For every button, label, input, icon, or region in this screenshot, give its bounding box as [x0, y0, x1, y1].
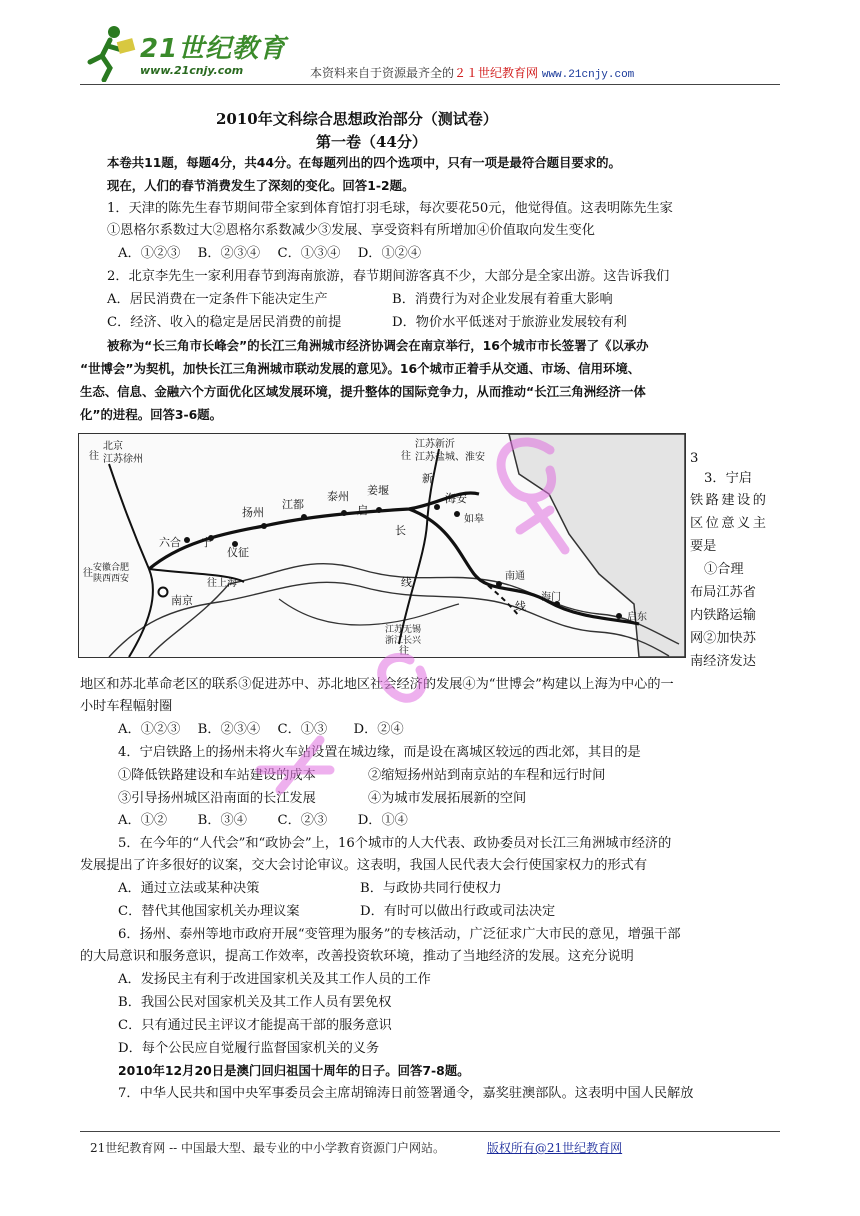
label-nantong: 南通	[505, 571, 525, 582]
q4-stem: 4．宁启铁路上的扬州未将火车站设置在城边缘，而是设在离城区较远的西北郊，其目的是	[118, 745, 641, 760]
page-header	[80, 22, 780, 88]
section-intro-2-line2: “世博会”为契机，加快长江三角洲城市联动发展的意见》。16个城市正着手从交通、市场、信用环境、	[80, 361, 641, 376]
footer-divider	[80, 1131, 780, 1132]
header-note-url[interactable]: www.21cnjy.com	[541, 69, 635, 81]
label-taizhou: 泰州	[327, 491, 349, 503]
label-xinyi: 江苏新沂	[415, 439, 455, 450]
section-intro-2-line4: 化”的进程。回答3-6题。	[80, 407, 223, 422]
q3-side-line-8: 内铁路运输	[690, 608, 756, 623]
q6-option-d: D．每个公民应自觉履行监督国家机关的义务	[118, 1041, 380, 1056]
label-wang-2: 往	[401, 451, 411, 462]
q3-side-line-5: 要是	[690, 539, 717, 554]
label-jiangdu: 江都	[282, 499, 304, 511]
label-wang-1: 往	[89, 451, 99, 462]
city-rugao	[454, 511, 460, 517]
q4-item-3: ③引导扬州城区沿南面的长江发展	[118, 791, 316, 806]
label-xian: 线	[401, 577, 412, 589]
header-note	[310, 64, 634, 81]
label-jiangyan: 姜堰	[367, 485, 389, 497]
q6-option-b: B．我国公民对国家机关及其工作人员有罢免权	[118, 995, 392, 1010]
label-ning: 宁	[201, 537, 212, 549]
inland-waterway	[279, 599, 459, 625]
q2-option-a: A．居民消费在一定条件下能决定生产	[107, 292, 328, 307]
exam-subtitle: 第一卷（44分）	[316, 133, 427, 151]
section-intro-2-line3: 生态、信息、金融六个方面优化区域发展环境，提升整体的国际竞争力，从而推动“长江三角洲经济一体	[80, 384, 646, 399]
q1-stem: 1．天津的陈先生春节期间带全家到体育馆打羽毛球，每次要花50元，他觉得值。这表明陈先生家	[107, 201, 673, 216]
label-haimen: 海门	[541, 592, 561, 603]
xinchang-railway	[399, 449, 439, 644]
q3-continued-line-1: 地区和苏北革命老区的联系③促进苏中、苏北地区社会经济的发展④为“世博会”构建以上海为中心的一	[80, 677, 674, 692]
q7-stem-line-1: 7．中华人民共和国中央军事委员会主席胡锦涛日前签署通令，嘉奖驻澳部队。这表明中国人民解放	[118, 1086, 694, 1101]
q3-side-line-2: 3．宁启	[704, 471, 752, 486]
exam-title: 2010年文科综合思想政治部分（测试卷）	[216, 110, 498, 128]
q4-item-4: ④为城市发展拓展新的空间	[368, 791, 527, 806]
q5-option-d: D．有时可以做出行政或司法决定	[360, 904, 556, 919]
city-yangzhou	[261, 523, 267, 529]
label-changxing: 浙江长兴	[385, 635, 422, 645]
section-intro-1: 现在，人们的春节消费发生了深刻的变化。回答1-2题。	[107, 178, 415, 193]
q1-options: A．①②③ B．②③④ C．①③④ D．①②④	[118, 246, 422, 261]
city-jiangyan	[376, 507, 382, 513]
label-beijing: 北京	[103, 441, 123, 452]
label-shanghai: 往上海	[207, 578, 237, 589]
q5-option-c: C．替代其他国家机关办理议案	[118, 904, 300, 919]
q3-side-line-4: 区位意义主	[690, 516, 769, 531]
footer-text: 21世纪教育网 -- 中国最大型、最专业的中小学教育资源门户网站。	[90, 1141, 446, 1155]
q6-stem-line-1: 6．扬州、泰州等地市政府开展“变管理为服务”的专核活动，广泛征求广大市民的意见，增强干部	[118, 927, 681, 942]
city-qidong	[616, 613, 622, 619]
label-yancheng: 江苏盐城、淮安	[415, 452, 485, 463]
city-jiangdu	[301, 514, 307, 520]
railway-map	[78, 433, 686, 658]
q3-continued-line-2: 小时车程幅射圈	[80, 699, 173, 714]
q4-item-1: ①降低铁路建设和车站建设的成本	[118, 768, 316, 783]
city-liuhe	[184, 537, 190, 543]
header-divider	[80, 84, 780, 85]
q5-option-b: B．与政协共同行使权力	[360, 881, 502, 896]
q2-option-d: D．物价水平低迷对于旅游业发展较有利	[392, 315, 627, 330]
header-note-prefix: 本资料来自于资源最齐全的	[310, 66, 455, 80]
q5-stem-line-1: 5．在今年的“人代会”和“政协会”上，16个城市的人大代表、政协委员对长江三角洲城市经济的	[118, 836, 672, 851]
q6-option-a: A．发扬民主有利于改进国家机关及其工作人员的工作	[118, 972, 431, 987]
city-haian	[434, 504, 440, 510]
q4-options: A．①② B．③④ C．②③ D．①④	[118, 813, 408, 828]
q4-item-2: ②缩短扬州站到南京站的车程和远行时间	[368, 768, 606, 783]
q3-side-line-1: 3	[690, 451, 699, 466]
q5-stem-line-2: 发展提出了许多很好的议案，交大会讨论审议。这表明，我国人民代表大会行使国家权力的形式有	[80, 858, 648, 873]
label-yizheng: 仪征	[227, 547, 249, 559]
label-rugao: 如皋	[464, 514, 484, 525]
label-wang-4: 往	[399, 646, 409, 657]
q5-option-a: A．通过立法或某种决策	[118, 881, 260, 896]
railway-map-svg	[79, 434, 685, 657]
q2-option-c: C．经济、收入的稳定是居民消费的前提	[107, 315, 342, 330]
jinghu-railway	[109, 464, 153, 657]
label-qidong: 启东	[627, 612, 647, 623]
q6-option-c: C．只有通过民主评议才能提高干部的服务意识	[118, 1018, 392, 1033]
q3-options: A．①②③ B．②③④ C．①③ D．②④	[118, 722, 404, 737]
q3-side-line-6: ①合理	[704, 562, 744, 577]
logo-url: www.21cnjy.com	[140, 64, 244, 77]
q2-stem: 2．北京李先生一家利用春节到海南旅游，春节期间游客真不少，大部分是全家出游。这告诉我们	[107, 269, 670, 284]
label-wuxi: 江苏无锡	[385, 624, 422, 634]
q3-side-line-10: 南经济发达	[690, 654, 756, 669]
label-yangzhou: 扬州	[242, 507, 264, 519]
q2-option-b: B．消费行为对企业发展有着重大影响	[392, 292, 613, 307]
city-nanjing	[159, 588, 168, 597]
city-nantong	[496, 581, 502, 587]
label-anhui: 安徽合肥	[93, 562, 130, 572]
label-xin: 新	[422, 473, 433, 485]
q1-items: ①恩格尔系数过大②恩格尔系数减少③发展、享受资料有所增加④价值取向发生变化	[107, 223, 595, 238]
label-wang-3: 往	[83, 568, 93, 579]
city-taizhou	[341, 510, 347, 516]
label-haian: 海安	[445, 493, 467, 505]
label-xuzhou: 江苏徐州	[103, 454, 143, 465]
logo-text: 21世纪教育	[140, 34, 287, 64]
instructions: 本卷共11题，每题4分，共44分。在每题列出的四个选项中，只有一项是最符合题目要求的。	[107, 155, 621, 170]
label-chang: 长	[395, 525, 406, 537]
q3-side-line-7: 布局江苏省	[690, 585, 756, 600]
sea-area	[509, 434, 685, 657]
section-intro-3: 2010年12月20日是澳门回归祖国十周年的日子。回答7-8题。	[118, 1063, 470, 1078]
site-logo	[80, 22, 290, 82]
label-shaanxi: 陕西西安	[93, 573, 130, 583]
label-liuhe: 六合	[159, 537, 181, 549]
label-qi: 启	[357, 505, 368, 517]
q3-side-line-3: 铁路建设的	[690, 493, 769, 508]
label-xian-2: 线	[515, 601, 526, 613]
copyright-link[interactable]: 版权所有@21世纪教育网	[486, 1141, 623, 1155]
section-intro-2-line1: 被称为“长三角市长峰会”的长江三角洲城市经济协调会在南京举行，16个城市市长签署了《以承办	[107, 338, 649, 353]
label-nanjing: 南京	[171, 595, 193, 607]
q6-stem-line-2: 的大局意识和服务意识，提高工作效率，改善投资软环境，推动了当地经济的发展。这充分说明	[80, 949, 634, 964]
page-footer	[90, 1139, 622, 1156]
runner-icon	[80, 22, 140, 82]
header-note-brand: ２１世纪教育网	[454, 66, 539, 80]
q3-side-line-9: 网②加快苏	[690, 631, 756, 646]
